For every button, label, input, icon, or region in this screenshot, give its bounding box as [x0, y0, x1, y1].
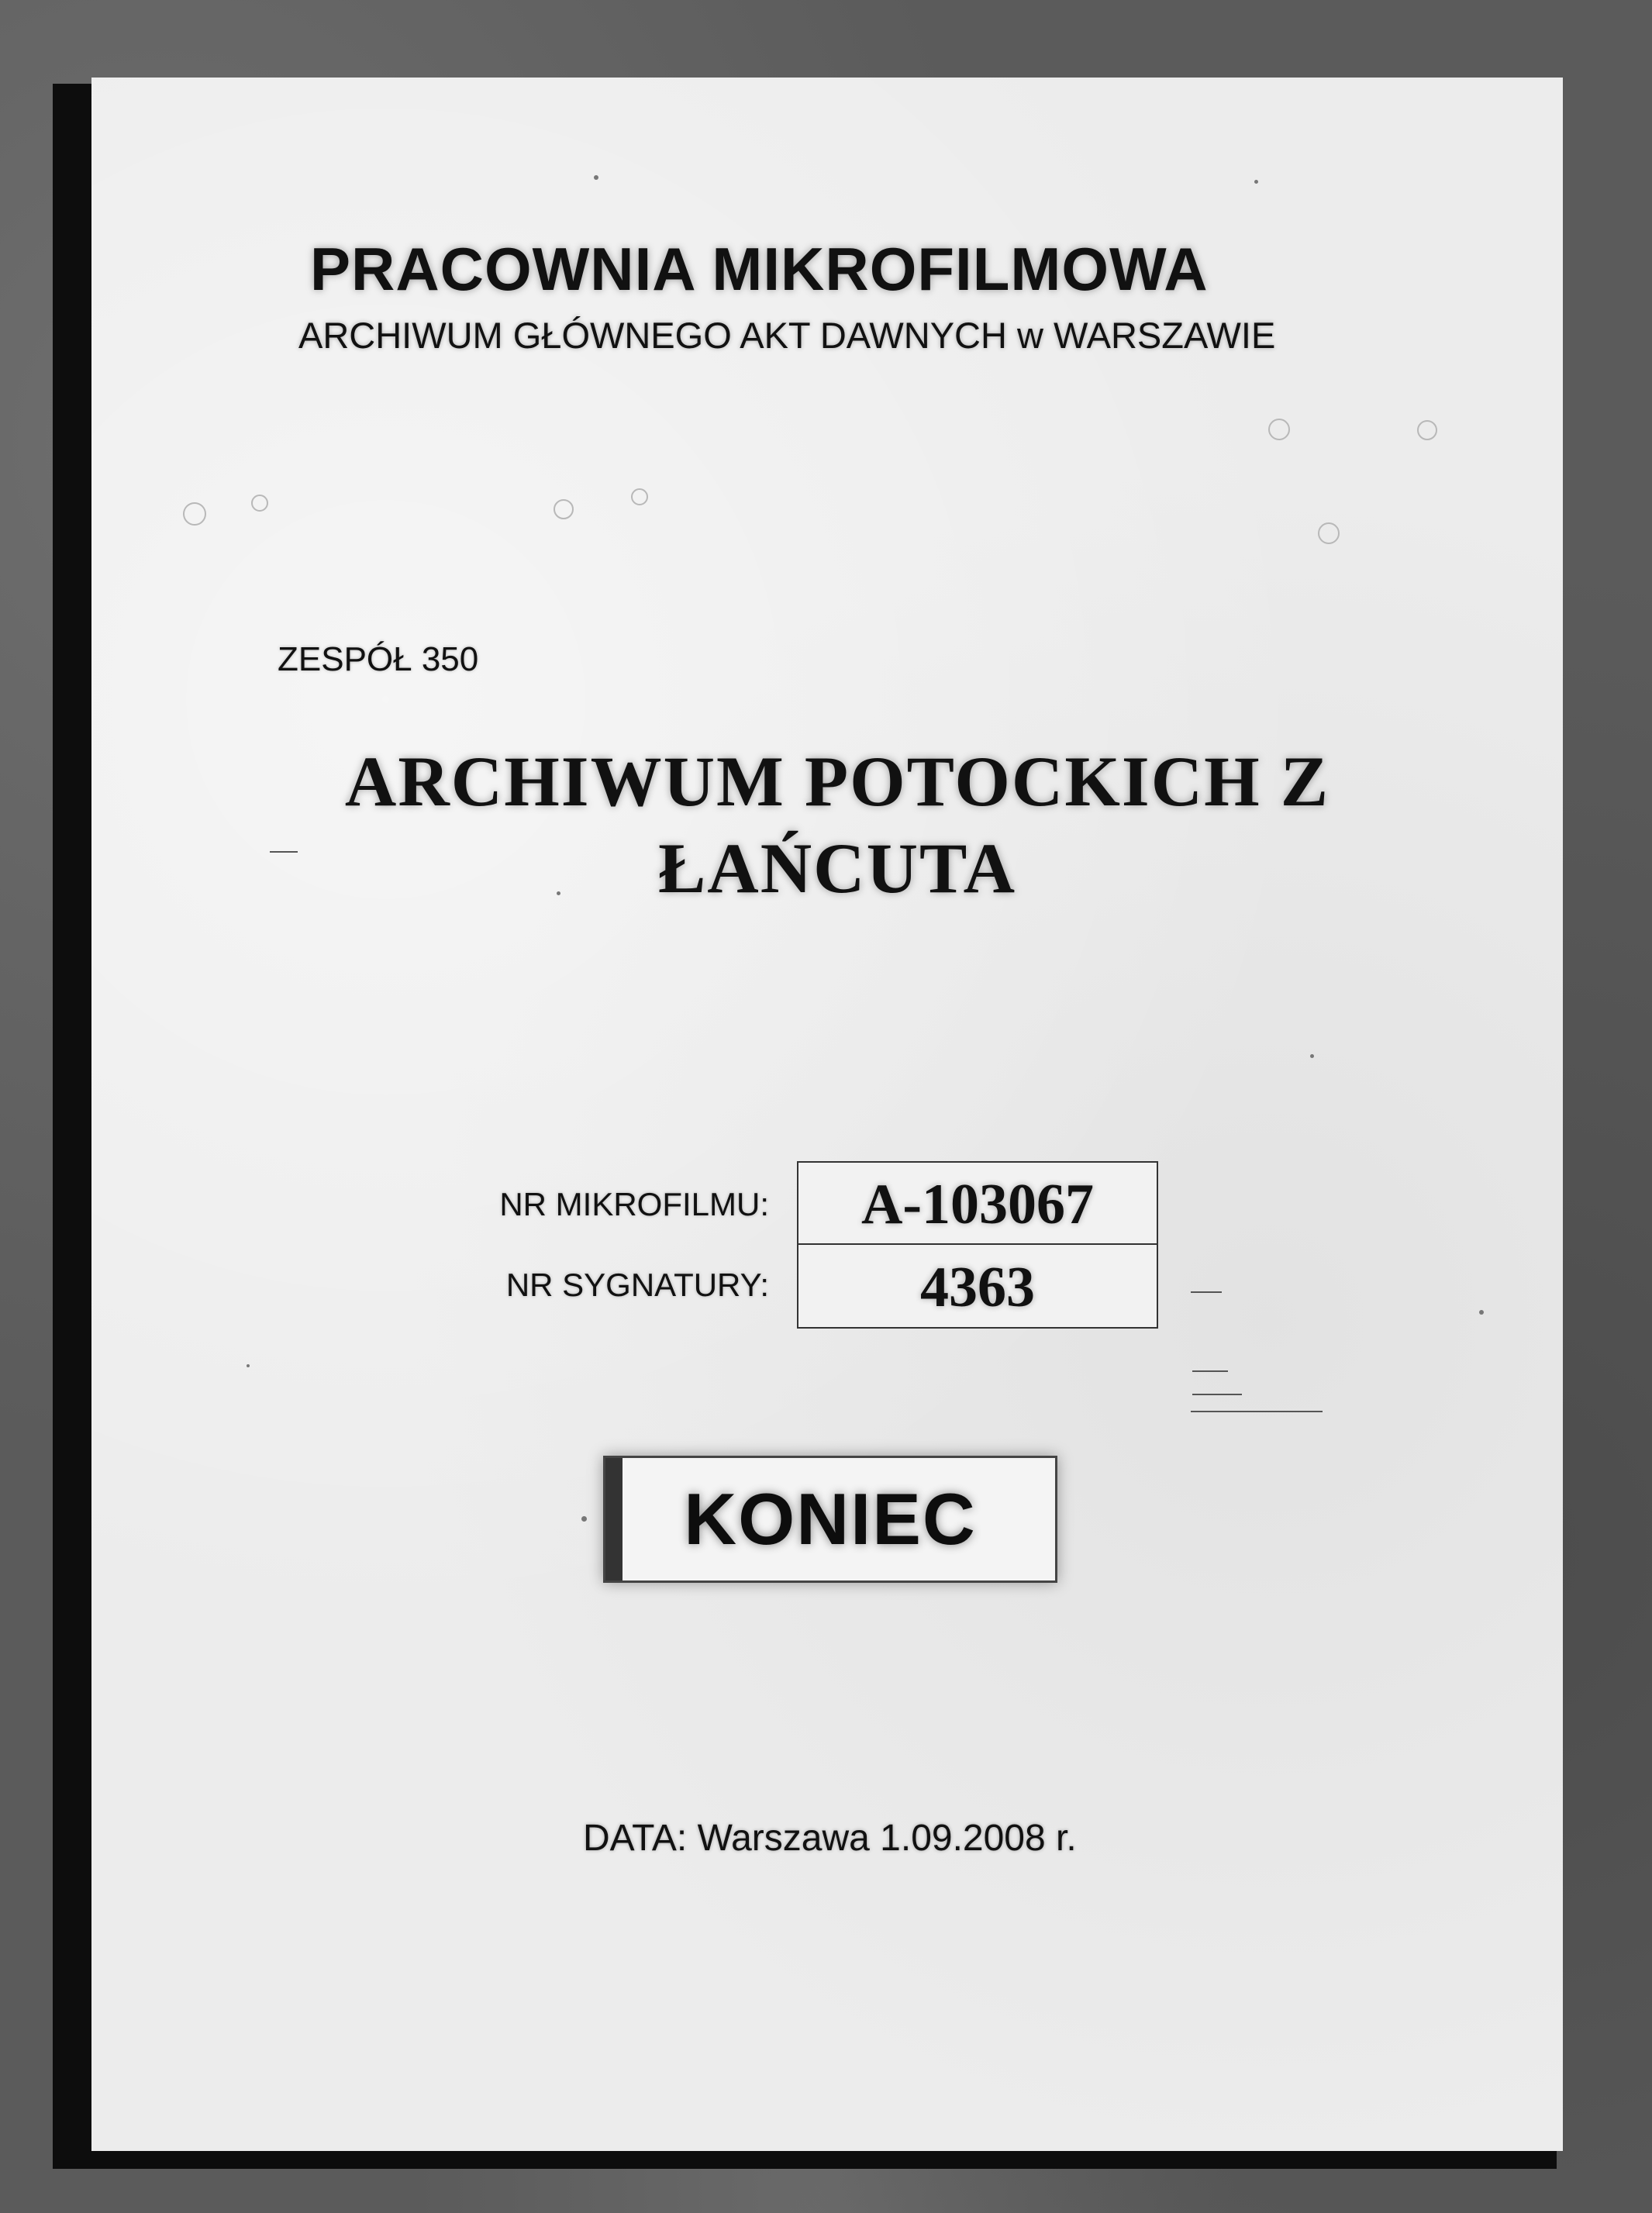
header-subtitle: ARCHIWUM GŁÓWNEGO AKT DAWNYCH w WARSZAWIE: [298, 315, 1276, 356]
dust-speck: [1254, 180, 1258, 184]
dust-ring: [1318, 522, 1340, 544]
microfilm-number-label: NR MIKROFILMU:: [499, 1186, 769, 1222]
dust-ring: [1417, 420, 1437, 440]
date-line: DATA: Warszawa 1.09.2008 r.: [583, 1818, 1077, 1859]
dust-ring: [554, 499, 574, 519]
header-title: PRACOWNIA MIKROFILMOWA: [310, 235, 1209, 303]
stray-mark: [1192, 1370, 1228, 1372]
dust-ring: [1268, 419, 1290, 440]
dust-speck: [1479, 1310, 1484, 1315]
microfilm-number-box: [797, 1161, 1158, 1245]
fond-label: ZESPÓŁ 350: [278, 640, 479, 678]
stray-mark: [1191, 1411, 1323, 1412]
dust-ring: [251, 495, 268, 512]
dust-speck: [1310, 1054, 1314, 1058]
signature-number-label: NR SYGNATURY:: [505, 1267, 769, 1303]
signature-number-box: [797, 1243, 1158, 1329]
dust-speck: [247, 1364, 250, 1367]
end-stamp: [603, 1456, 1057, 1583]
fond-title: [233, 738, 1442, 912]
microfilm-number-value: A-103067: [860, 1173, 1095, 1236]
dust-speck: [594, 175, 598, 180]
end-stamp-text: KONIEC: [684, 1478, 977, 1560]
signature-number-value: 4363: [920, 1256, 1035, 1319]
dust-ring: [183, 502, 206, 526]
stray-mark: [1192, 1394, 1242, 1395]
stray-mark: [1191, 1291, 1222, 1293]
dust-speck: [581, 1516, 587, 1522]
dust-ring: [631, 488, 648, 505]
fond-title-line-1: ARCHIWUM POTOCKICH Z: [344, 742, 1330, 821]
fond-title-line-2: ŁAŃCUTA: [657, 829, 1017, 908]
